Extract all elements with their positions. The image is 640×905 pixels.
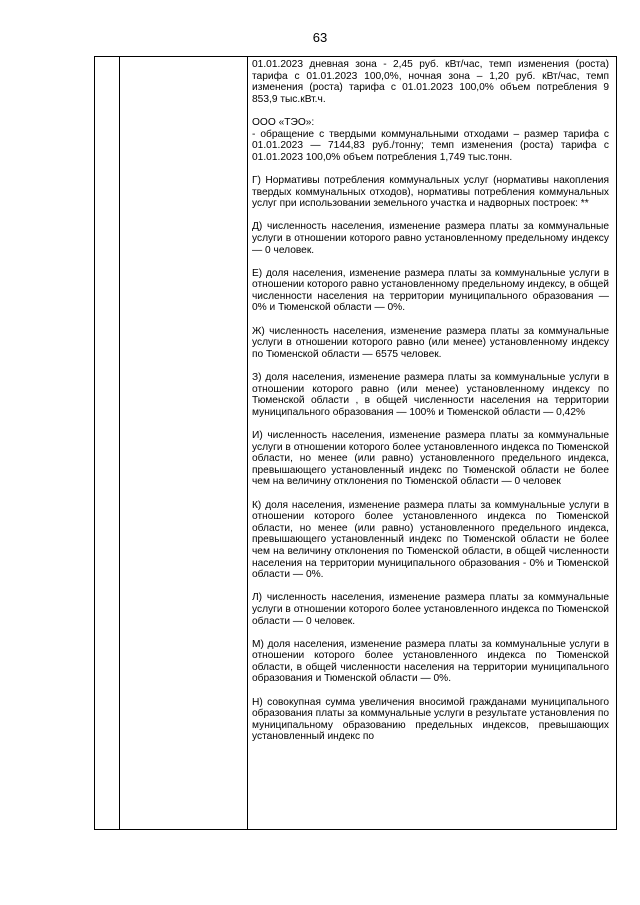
paragraph-i-population: И) численность населения, изменение размера платы за коммунальные услуги в отношении которого более установленного индекса по Тюменской области, но менее (или равно) установленного предельного индекса, превышающего установленный индекс по Тюменской области не более чем на величину отклонения по Тюменской области — 0 человек bbox=[252, 430, 609, 488]
paragraph-d-population: Д) численность населения, изменение размера платы за коммунальные услуги в отношении которого равно установленному предельному индексу — 0 человек. bbox=[252, 221, 609, 256]
paragraph-z-share: З) доля населения, изменение размера платы за коммунальные услуги в отношении которого равно (или менее) установленному индексу по Тюменской области , в общей численности населения на территории муниципального образования — 100% и Тюменской области — 0,42% bbox=[252, 372, 609, 418]
paragraph-tariff-electricity: 01.01.2023 дневная зона - 2,45 руб. кВт/час, темп изменения (роста) тарифа с 01.01.2023 100,0%, ночная зона – 1,20 руб. кВт/час, темп изменения (роста) тарифа с 01.01.2023 100,0% объем потребления 9 853,9 тыс.кВт.ч. bbox=[252, 59, 609, 105]
table-content-cell bbox=[252, 59, 609, 755]
paragraph-k-share: К) доля населения, изменение размера платы за коммунальные услуги в отношении которого более установленного индекса по Тюменской области, но менее (или равно) установленного предельного индекса, превышающего установленный индекс по Тюменской области не более чем на величину отклонения по Тюменской области, в общей численности населения на территории муниципального образования - 0% и Тюменской области — 0%. bbox=[252, 499, 609, 581]
paragraph-n-total: Н) совокупная сумма увеличения вносимой гражданами муниципального образования платы за коммунальные услуги в результате установления по муниципальному образованию предельных индексов, превышающих установленный индекс по bbox=[252, 696, 609, 743]
column-divider-2 bbox=[247, 57, 248, 829]
document-table bbox=[94, 56, 617, 830]
paragraph-g-norms: Г) Нормативы потребления коммунальных услуг (нормативы накопления твердых коммунальных отходов), нормативы потребления коммунальных услуг при использовании земельного участка и надворных построек: ** bbox=[252, 174, 609, 210]
paragraph-m-share: М) доля населения, изменение размера платы за коммунальные услуги в отношении которого более установленного индекса по Тюменской области, в общей численности населения на территории муниципального образования и Тюменской области — 0%. bbox=[252, 638, 609, 685]
column-divider-1 bbox=[119, 57, 120, 829]
paragraph-zh-population: Ж) численность населения, изменение размера платы за коммунальные услуги в отношении которого равно (или менее) установленному индексу по Тюменской области — 6575 человек. bbox=[252, 325, 609, 360]
page-number: 63 bbox=[312, 30, 328, 45]
paragraph-teo-waste: ООО «ТЭО»: - обращение с твердыми коммунальными отходами – размер тарифа с 01.01.2023 — 7144,83 руб./тонну; темп изменения (роста) тарифа с 01.01.2023 100,0% объем потребления 1,749 тыс.тонн. bbox=[252, 116, 609, 163]
paragraph-e-share: Е) доля населения, изменение размера платы за коммунальные услуги в отношении которого равно установленному предельному индексу, в общей численности населения на территории муниципального образования — 0% и Тюменской области — 0%. bbox=[252, 267, 609, 314]
paragraph-l-population: Л) численность населения, изменение размера платы за коммунальные услуги в отношении которого более установленного индекса по Тюменской области — 0 человек. bbox=[252, 592, 609, 627]
